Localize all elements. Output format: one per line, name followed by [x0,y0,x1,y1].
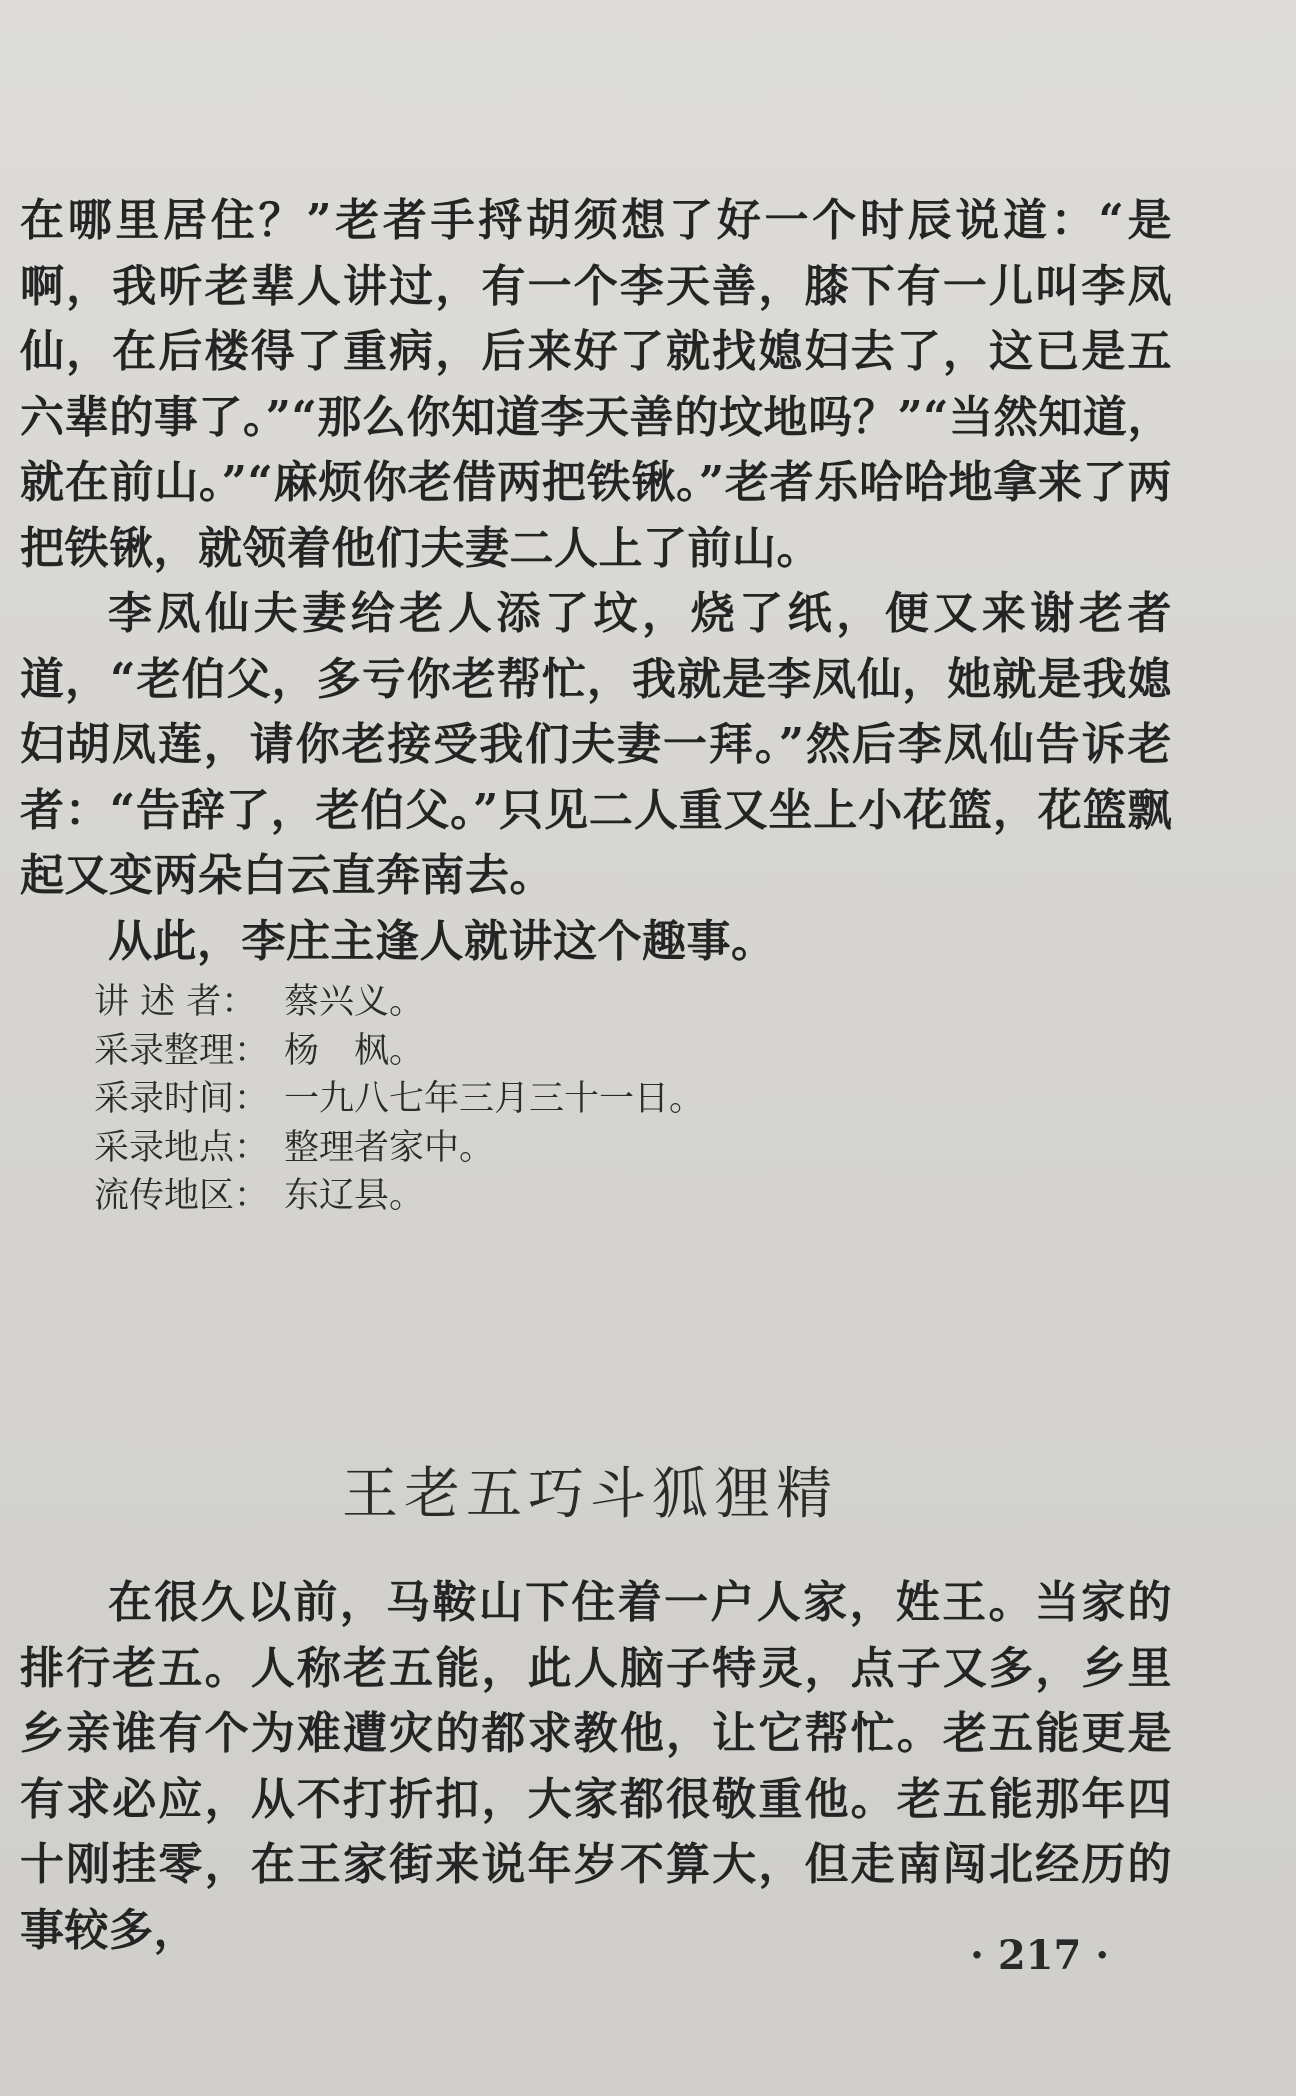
credit-date [94,1075,704,1124]
credit-label: 讲 述 者： [94,982,257,1022]
credit-value: 蔡兴义。 [284,982,425,1022]
credit-value: 一九八七年三月三十一日。 [284,1079,705,1119]
story-continuation [20,188,1172,974]
credit-label: 采录地点： [94,1127,270,1168]
credit-region [94,1172,704,1221]
credit-value: 整理者家中。 [284,1127,495,1168]
credit-narrator [94,978,704,1027]
credit-value: 杨 枫。 [284,1030,425,1071]
credit-location [94,1124,704,1173]
credit-label: 流传地区： [94,1176,270,1216]
credit-editor [94,1027,704,1076]
credit-label: 采录整理： [94,1030,270,1071]
credit-value: 东辽县。 [284,1176,425,1216]
story-paragraph: 在很久以前，马鞍山下住着一户人家，姓王。当家的排行老五。人称老五能，此人脑子特灵，点子又多，乡里乡亲谁有个为难遭灾的都求教他，让它帮忙。老五能更是有求必应，从不打折扣，大家都很敬重他。老五能那年四十刚挂零，在王家街来说年岁不算大，但走南闯北经历的事较多， [20,1577,1172,1956]
page-number: · 217 · [970,1932,1110,1979]
new-story-body [20,1570,1172,1963]
story-paragraph: 在哪里居住？”老者手捋胡须想了好一个时辰说道：“是啊，我听老辈人讲过，有一个李天善，膝下有一儿叫李凤仙，在后楼得了重病，后来好了就找媳妇去了，这已是五六辈的事了。”“那么你知道李天善的坟地吗？”“当然知道，就在前山。”“麻烦你老借两把铁锹。”老者乐哈哈地拿来了两把铁锹，就领着他们夫妻二人上了前山。 [20,195,1172,574]
story-paragraph: 李凤仙夫妻给老人添了坟，烧了纸，便又来谢老者道，“老伯父，多亏你老帮忙，我就是李凤仙，她就是我媳妇胡凤莲，请你老接受我们夫妻一拜。”然后李凤仙告诉老者：“告辞了，老伯父。”只见二人重又坐上小花篮，花篮飘起又变两朵白云直奔南去。 [20,588,1172,901]
story-paragraph: 从此，李庄主逢人就讲这个趣事。 [108,915,776,967]
story-credits [94,978,704,1221]
credit-label: 采录时间： [94,1079,270,1119]
story-title: 王老五巧斗狐狸精 [342,1462,838,1527]
